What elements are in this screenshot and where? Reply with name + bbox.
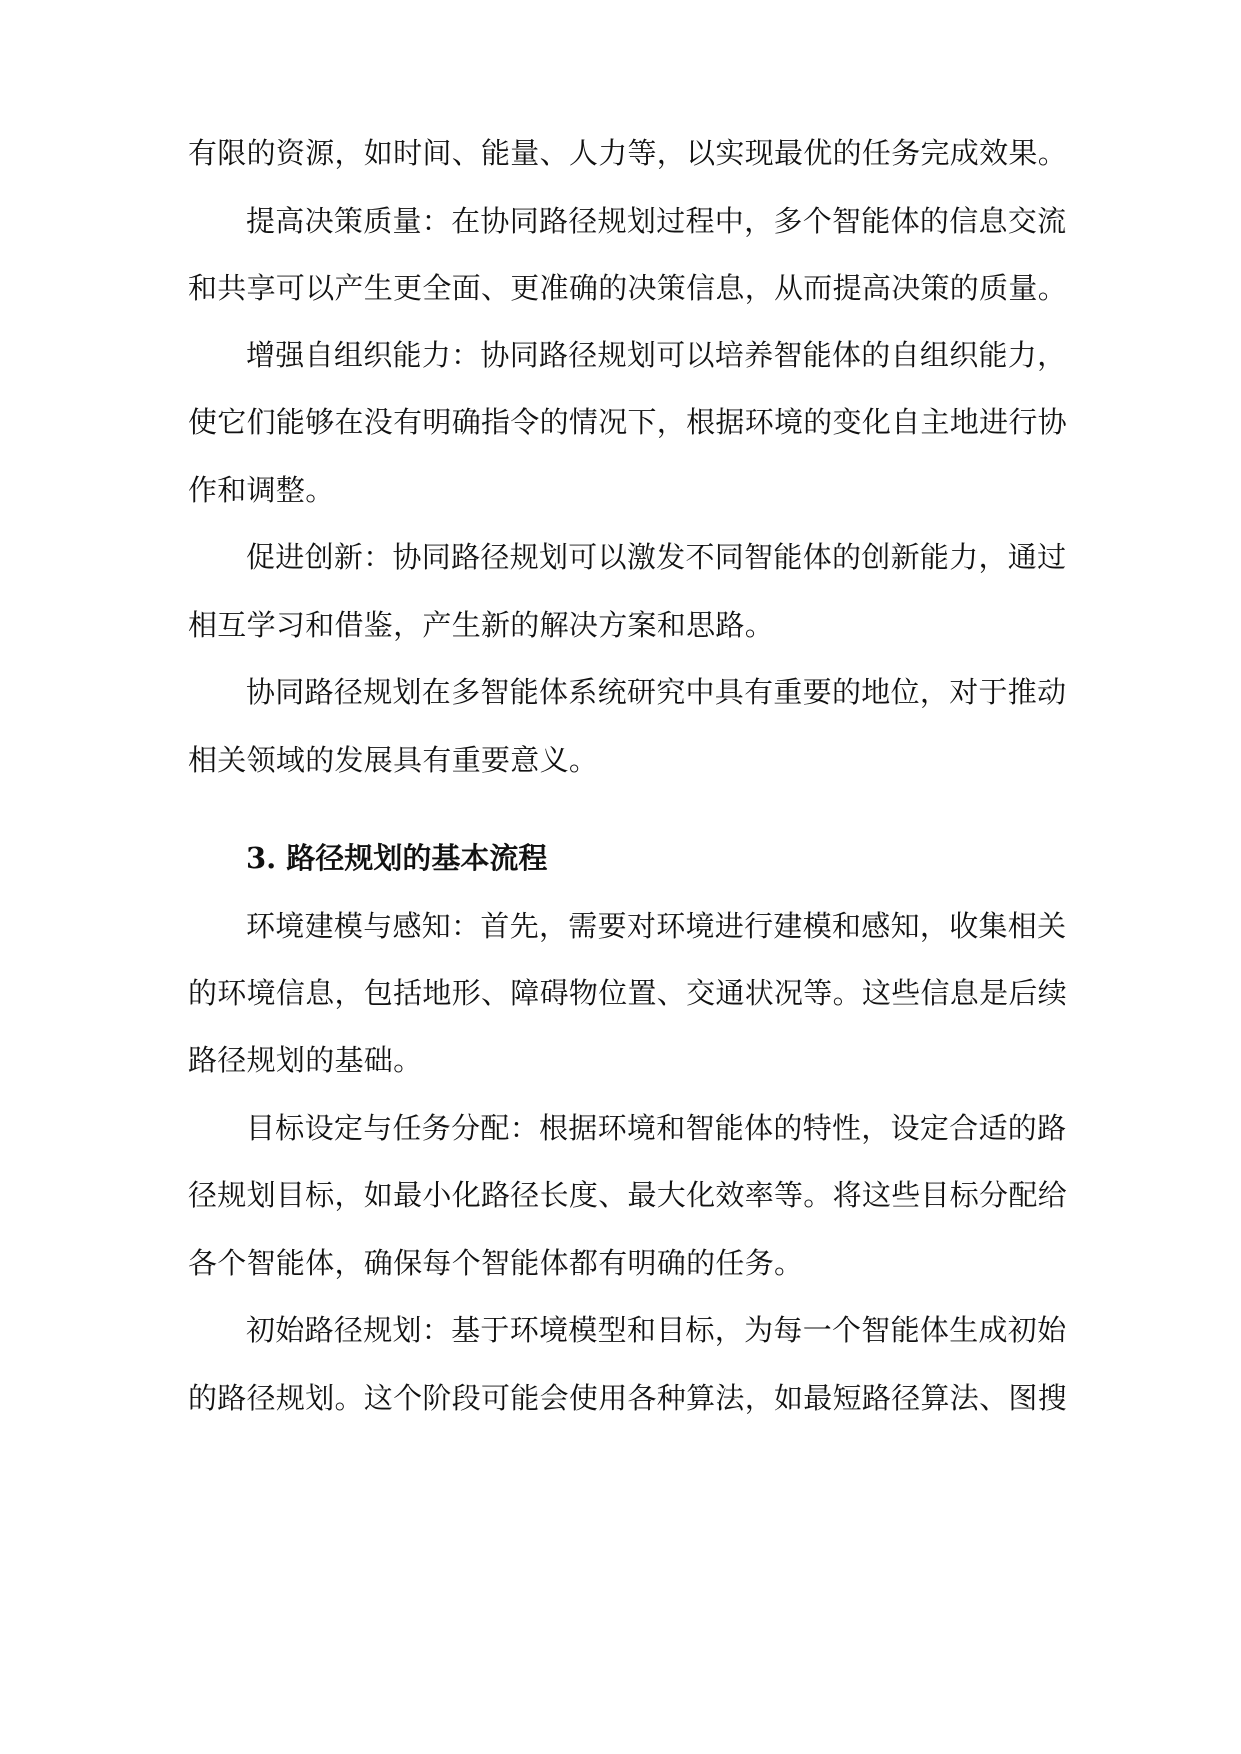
paragraph-line: 各个智能体，确保每个智能体都有明确的任务。 [188, 1246, 804, 1280]
paragraph-line: 相互学习和借鉴，产生新的解决方案和思路。 [188, 608, 775, 642]
paragraph-line: 和共享可以产生更全面、更准确的决策信息，从而提高决策的质量。 [188, 271, 1068, 305]
section-heading: 3. 路径规划的基本流程 [246, 841, 548, 875]
paragraph-line: 环境建模与感知：首先，需要对环境进行建模和感知，收集相关 [246, 909, 1067, 943]
paragraph-line: 初始路径规划：基于环境模型和目标，为每一个智能体生成初始 [246, 1313, 1067, 1347]
paragraph-line: 有限的资源，如时间、能量、人力等，以实现最优的任务完成效果。 [188, 136, 1068, 170]
paragraph-line: 使它们能够在没有明确指令的情况下，根据环境的变化自主地进行协 [188, 405, 1068, 439]
paragraph-line: 的环境信息，包括地形、障碍物位置、交通状况等。这些信息是后续 [188, 976, 1068, 1010]
paragraph-line: 提高决策质量：在协同路径规划过程中，多个智能体的信息交流 [246, 204, 1067, 238]
paragraph-line: 相关领域的发展具有重要意义。 [188, 743, 599, 777]
paragraph-line: 径规划目标，如最小化路径长度、最大化效率等。将这些目标分配给 [188, 1178, 1068, 1212]
paragraph-line: 的路径规划。这个阶段可能会使用各种算法，如最短路径算法、图搜 [188, 1381, 1068, 1415]
paragraph-line: 协同路径规划在多智能体系统研究中具有重要的地位，对于推动 [246, 675, 1067, 709]
paragraph-line: 目标设定与任务分配：根据环境和智能体的特性，设定合适的路 [246, 1111, 1067, 1145]
paragraph-line: 增强自组织能力：协同路径规划可以培养智能体的自组织能力， [246, 338, 1067, 372]
paragraph-line: 作和调整。 [188, 473, 335, 507]
paragraph-line: 促进创新：协同路径规划可以激发不同智能体的创新能力，通过 [246, 540, 1067, 574]
paragraph-line: 路径规划的基础。 [188, 1043, 423, 1077]
document-page [188, 0, 1068, 1754]
